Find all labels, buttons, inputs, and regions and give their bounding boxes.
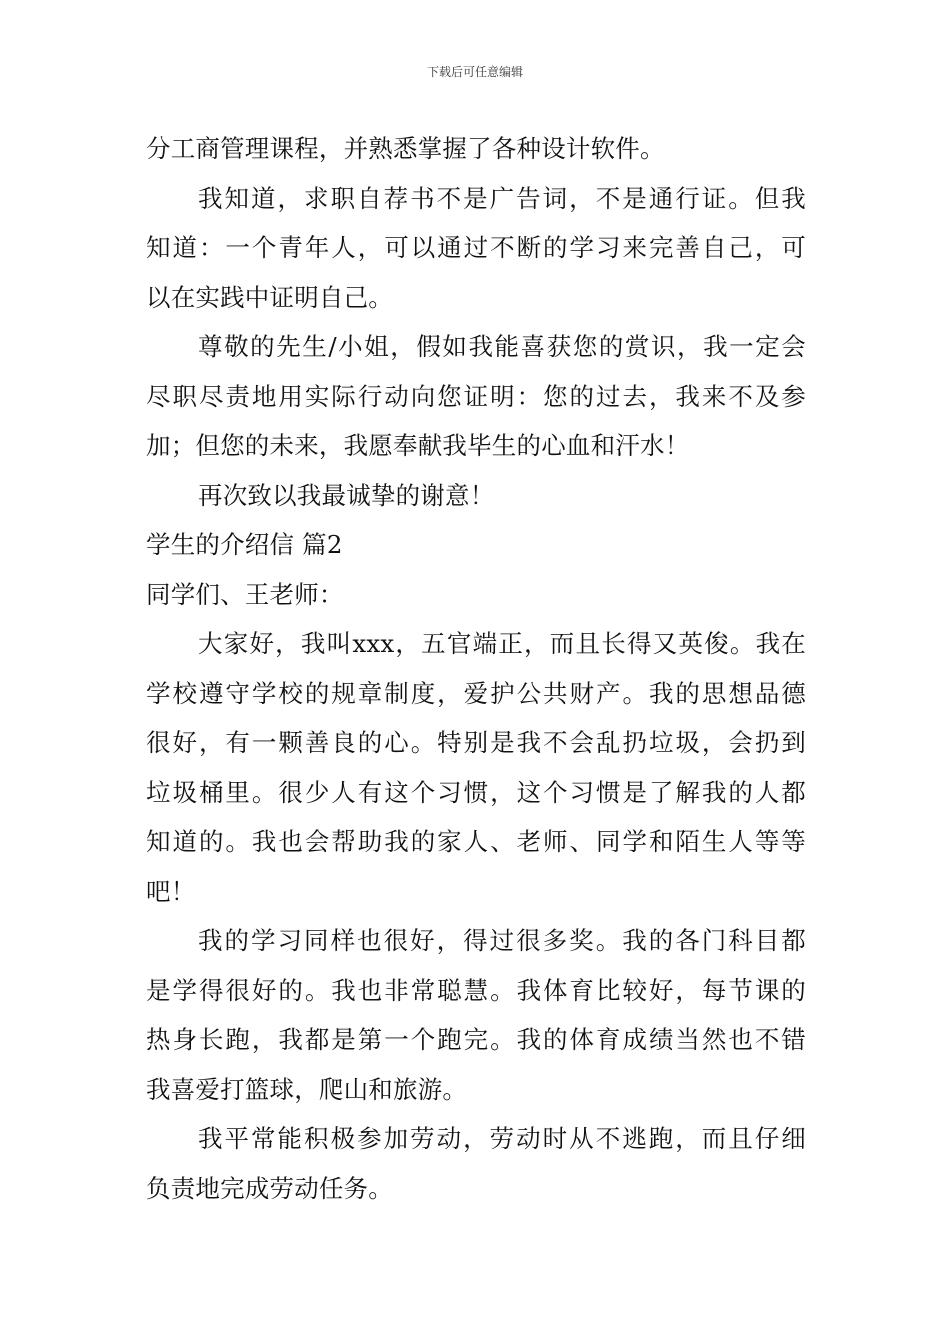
text-line: 尽职尽责地用实际行动向您证明：您的过去，我来不及参	[146, 381, 806, 411]
text-line: 是学得很好的。我也非常聪慧。我体育比较好，每节课的	[146, 975, 806, 1005]
text-line: 垃圾桶里。很少人有这个习惯，这个习惯是了解我的人都	[146, 777, 806, 807]
salutation: 同学们、王老师：	[146, 579, 344, 609]
text-line: 我知道，求职自荐书不是广告词，不是通行证。但我	[198, 183, 806, 213]
text-line: 分工商管理课程，并熟悉掌握了各种设计软件。	[146, 134, 665, 163]
text-line: 很好，有一颗善良的心。特别是我不会乱扔垃圾，会扔到	[146, 728, 806, 757]
text-line: 学校遵守学校的规章制度，爱护公共财产。我的思想品德	[146, 678, 806, 708]
text-line: 再次致以我最诚挚的谢意！	[198, 480, 495, 510]
text-line: 我喜爱打篮球，爬山和旅游。	[146, 1074, 468, 1104]
page-header: 下载后可任意编辑	[426, 65, 523, 79]
text-line: 大家好，我叫xxx，五官端正，而且长得又英俊。我在	[198, 629, 806, 658]
text-line: 吧！	[146, 876, 196, 906]
text-line: 以在实践中证明自己。	[146, 282, 393, 312]
text-line: 知道：一个青年人，可以通过不断的学习来完善自己，可	[146, 233, 806, 262]
text-line: 热身长跑，我都是第一个跑完。我的体育成绩当然也不错	[146, 1025, 806, 1054]
text-line: 我平常能积极参加劳动，劳动时从不逃跑，而且仔细	[198, 1124, 806, 1153]
text-line: 负责地完成劳动任务。	[146, 1173, 393, 1203]
document-body	[146, 124, 806, 1213]
text-line: 知道的。我也会帮助我的家人、老师、同学和陌生人等等	[146, 827, 806, 856]
text-line: 尊敬的先生/小姐，假如我能喜获您的赏识，我一定会	[198, 332, 806, 361]
text-line: 我的学习同样也很好，得过很多奖。我的各门科目都	[198, 926, 806, 955]
section-heading: 学生的介绍信 篇2	[146, 530, 343, 559]
text-line: 加；但您的未来，我愿奉献我毕生的心血和汗水！	[146, 431, 690, 460]
